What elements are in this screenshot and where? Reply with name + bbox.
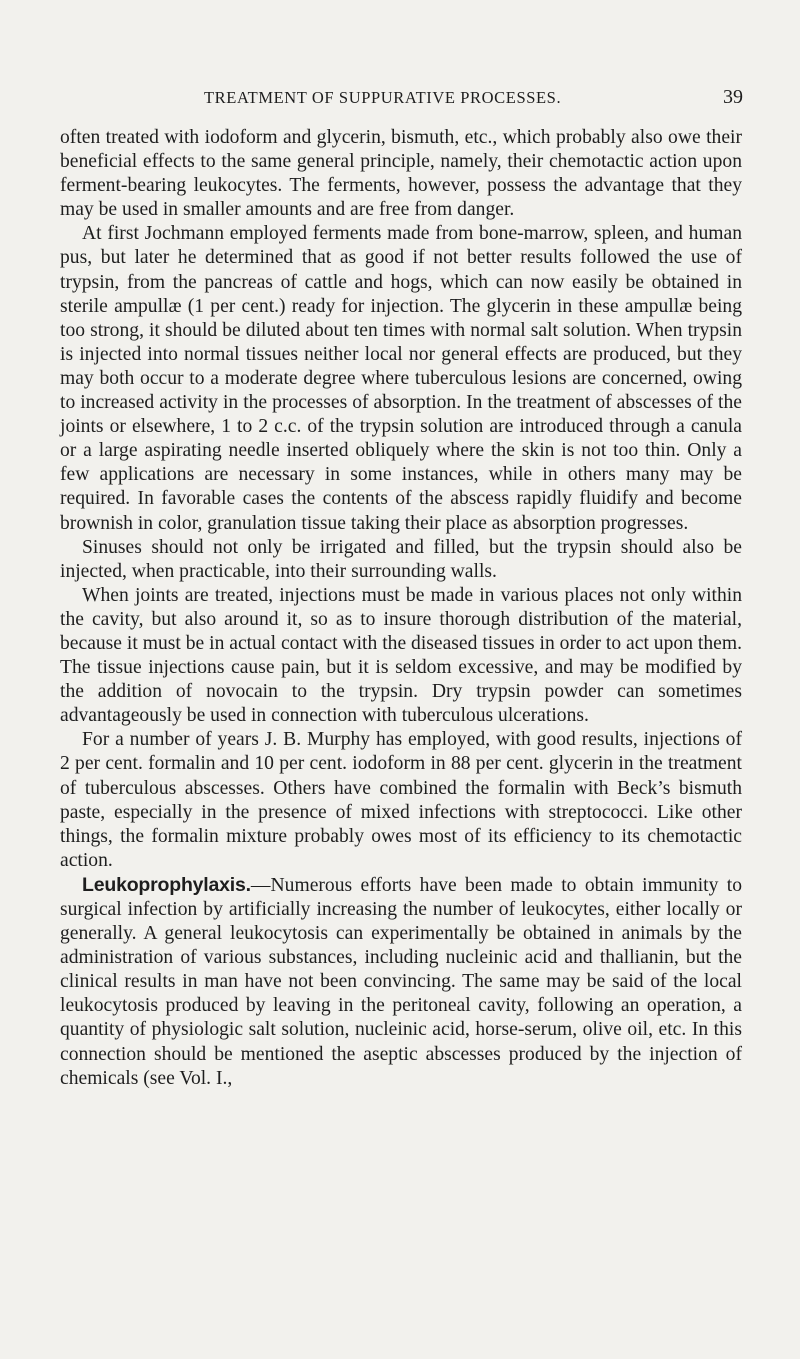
paragraph-text: Sinuses should not only be irrigated and filled, but the trypsin should also be injected, when practicable, into their surrounding walls.: [60, 536, 742, 582]
section-heading: Leukoprophylaxis.: [82, 873, 251, 896]
paragraph-text: At first Jochmann employed ferments made from bone-marrow, spleen, and human pus, but later he determined that as good if not better results followed the use of trypsin, from the pancreas of cattle and hogs, which can now easily be obtained in sterile ampullæ (1 per cent.) ready for injection. The glycerin in these ampullæ being too strong, it should be diluted about ten times with normal salt solution. When trypsin is injected into normal tissues neither local nor general effects are produced, but they may both occur to a moderate degree where tuberculous lesions are concerned, owing to increased activity in the processes of absorption. In the treatment of abscesses of the joints or elsewhere, 1 to 2 c.c. of the trypsin solution are introduced through a canula or a large aspirating needle inserted obliquely where the skin is not too thin. Only a few applications are necessary in some instances, while in others many may be required. In favorable cases the contents of the abscess rapidly fluidify and become brownish in color, granulation tissue taking their place as absorption progresses.: [60, 223, 742, 534]
paragraph-text: When joints are treated, injections must be made in various places not only within the cavity, but also around it, so as to insure thorough distribution of the material, because it must be in actual contact with the diseased tissues in order to act upon them. The tissue injections cause pain, but it is seldom excessive, and may be modified by the addition of novocain to the trypsin. Dry trypsin powder can sometimes advantageously be used in connection with tuberculous ulcerations.: [60, 584, 742, 727]
paragraph-jochmann-ferments: [60, 222, 742, 535]
page-number: 39: [723, 86, 743, 108]
paragraph-text: For a number of years J. B. Murphy has employed, with good results, injections of 2 per cent. formalin and 10 per cent. iodoform in 88 per cent. glycerin in the treatment of tuberculous abscesses. Others have combined the formalin with Beck’s bismuth paste, especially in the presence of mixed infections with streptococci. Like other things, the formalin mixture probably owes most of its efficiency to its chemotactic action.: [60, 729, 742, 871]
running-title: TREATMENT OF SUPPURATIVE PROCESSES.: [204, 88, 562, 107]
paragraph-joint-injections: [60, 584, 742, 729]
paragraph-leukoprophylaxis: [60, 873, 742, 1091]
body-text: [60, 126, 742, 1091]
running-head: [0, 88, 800, 112]
paragraph-continuation: [60, 126, 742, 222]
paragraph-text: —Numerous efforts have been made to obtain immunity to surgical infection by artificially increasing the number of leukocytes, either locally or generally. A general leukocytosis can experimentally be obtained in animals by the administration of various substances, including nucleinic acid and thallianin, but the clinical results in man have not been convincing. The same may be said of the local leukocytosis produced by leaving in the peritoneal cavity, following an operation, a quantity of physiologic salt solution, nucleinic acid, horse-serum, olive oil, etc. In this connection should be mentioned the aseptic abscesses produced by the injection of chemicals (see Vol. I.,: [60, 874, 742, 1089]
paragraph-text: often treated with iodoform and glycerin, bismuth, etc., which probably also owe their beneficial effects to the same general principle, namely, their chemotactic action upon ferment-bearing leukocytes. The ferments, however, possess the advantage that they may be used in smaller amounts and are free from danger.: [60, 127, 742, 221]
paragraph-murphy-formalin: [60, 728, 742, 873]
paragraph-sinuses: [60, 536, 742, 584]
